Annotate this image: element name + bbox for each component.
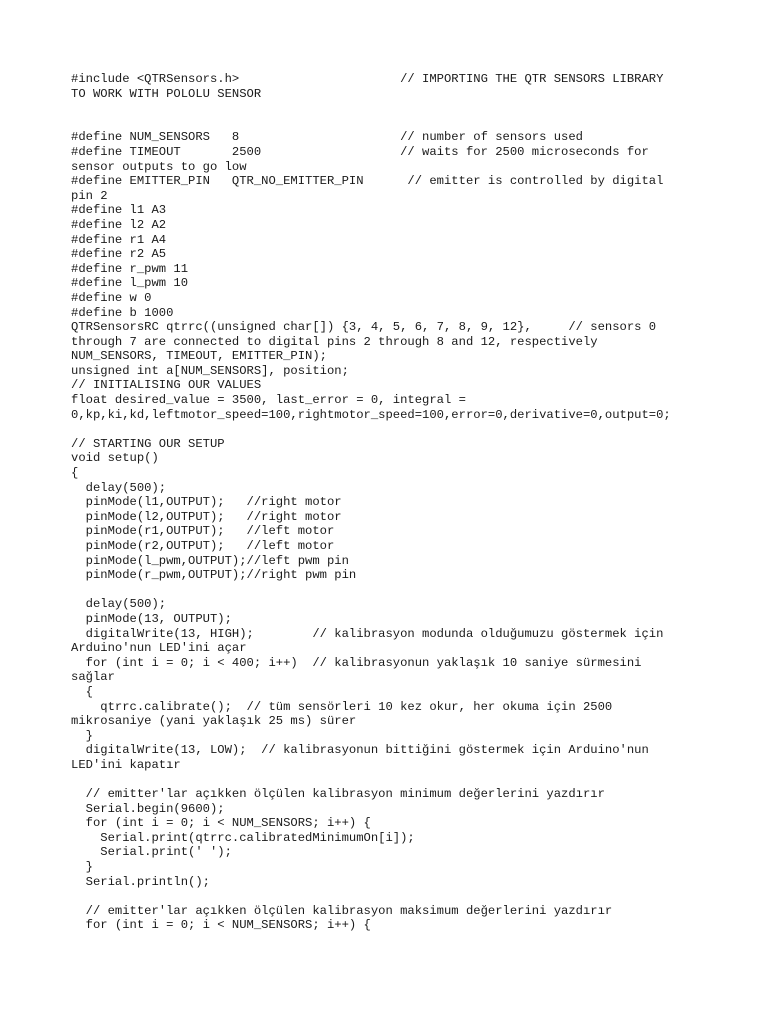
code-line: Serial.println(); xyxy=(71,874,210,889)
code-line xyxy=(71,116,711,131)
code-line: #define l2 A2 xyxy=(71,217,167,232)
code-line xyxy=(71,773,711,788)
code-line: for (int i = 0; i < 400; i++) // kalibrasyonun yaklaşık 10 saniye sürmesini xyxy=(71,655,642,670)
code-line: #define l1 A3 xyxy=(71,203,167,218)
code-line: // emitter'lar açıkken ölçülen kalibrasyon minimum değerlerini yazdırır xyxy=(71,787,605,802)
code-line: sensor outputs to go low xyxy=(71,159,247,174)
code-line: { xyxy=(71,684,93,699)
code-line: pinMode(13, OUTPUT); xyxy=(71,611,232,626)
code-line: digitalWrite(13, LOW); // kalibrasyonun bittiğini göstermek için Arduino'nun xyxy=(71,743,649,758)
code-line: #define NUM_SENSORS 8 // number of sensors used xyxy=(71,130,583,145)
code-line: LED'ini kapatır xyxy=(71,757,181,772)
code-line: // emitter'lar açıkken ölçülen kalibrasyon maksimum değerlerini yazdırır xyxy=(71,903,613,918)
code-line: #define TIMEOUT 2500 // waits for 2500 microseconds for xyxy=(71,144,649,159)
code-line: TO WORK WITH POLOLU SENSOR xyxy=(71,86,262,101)
code-line: // INITIALISING OUR VALUES xyxy=(71,378,262,393)
code-line: pinMode(r_pwm,OUTPUT);//right pwm pin xyxy=(71,568,357,583)
code-line: pinMode(l_pwm,OUTPUT);//left pwm pin xyxy=(71,553,349,568)
code-line: } xyxy=(71,860,93,875)
code-line: #define w 0 xyxy=(71,290,152,305)
code-line: for (int i = 0; i < NUM_SENSORS; i++) { xyxy=(71,918,371,933)
code-line: sağlar xyxy=(71,670,115,685)
code-line: float desired_value = 3500, last_error = 0, integral = xyxy=(71,393,466,408)
code-line xyxy=(71,101,711,116)
code-line: #define EMITTER_PIN QTR_NO_EMITTER_PIN // emitter is controlled by digital xyxy=(71,174,664,189)
code-line: #define r_pwm 11 xyxy=(71,261,189,276)
code-line: #include <QTRSensors.h> // IMPORTING THE QTR SENSORS LIBRARY xyxy=(71,72,664,86)
code-line: qtrrc.calibrate(); // tüm sensörleri 10 kez okur, her okuma için 2500 xyxy=(71,699,613,714)
code-line: Serial.print(qtrrc.calibratedMinimumOn[i]); xyxy=(71,830,415,845)
code-line: for (int i = 0; i < NUM_SENSORS; i++) { xyxy=(71,816,371,831)
code-line: #define r2 A5 xyxy=(71,247,167,262)
code-line: 0,kp,ki,kd,leftmotor_speed=100,rightmotor_speed=100,error=0,derivative=0,output=0; xyxy=(71,407,671,422)
code-line: through 7 are connected to digital pins 2 through 8 and 12, respectively xyxy=(71,334,598,349)
code-line: pinMode(l2,OUTPUT); //right motor xyxy=(71,509,342,524)
code-line: unsigned int a[NUM_SENSORS], position; xyxy=(71,363,349,378)
code-line: #define r1 A4 xyxy=(71,232,167,247)
code-line: #define l_pwm 10 xyxy=(71,276,189,291)
code-line xyxy=(71,889,711,904)
code-line: Serial.begin(9600); xyxy=(71,801,225,816)
code-line: mikrosaniye (yani yaklaşık 25 ms) sürer xyxy=(71,714,357,729)
code-line: void setup() xyxy=(71,451,159,466)
code-line xyxy=(71,422,711,437)
code-listing xyxy=(71,72,711,933)
code-line: Arduino'nun LED'ini açar xyxy=(71,641,247,656)
code-line: // STARTING OUR SETUP xyxy=(71,436,225,451)
code-line: delay(500); xyxy=(71,480,167,495)
code-line: pinMode(r1,OUTPUT); //left motor xyxy=(71,524,335,539)
code-line: QTRSensorsRC qtrrc((unsigned char[]) {3, 4, 5, 6, 7, 8, 9, 12}, // sensors 0 xyxy=(71,320,657,335)
code-line: pinMode(l1,OUTPUT); //right motor xyxy=(71,495,342,510)
code-line: } xyxy=(71,728,93,743)
code-line: Serial.print(' '); xyxy=(71,845,232,860)
code-line: pinMode(r2,OUTPUT); //left motor xyxy=(71,539,335,553)
code-line: digitalWrite(13, HIGH); // kalibrasyon modunda olduğumuzu göstermek için xyxy=(71,626,664,641)
code-line: { xyxy=(71,466,79,481)
code-line: pin 2 xyxy=(71,188,108,203)
code-line: delay(500); xyxy=(71,597,167,612)
code-line: NUM_SENSORS, TIMEOUT, EMITTER_PIN); xyxy=(71,349,327,364)
code-line: #define b 1000 xyxy=(71,305,174,320)
code-line xyxy=(71,583,711,598)
